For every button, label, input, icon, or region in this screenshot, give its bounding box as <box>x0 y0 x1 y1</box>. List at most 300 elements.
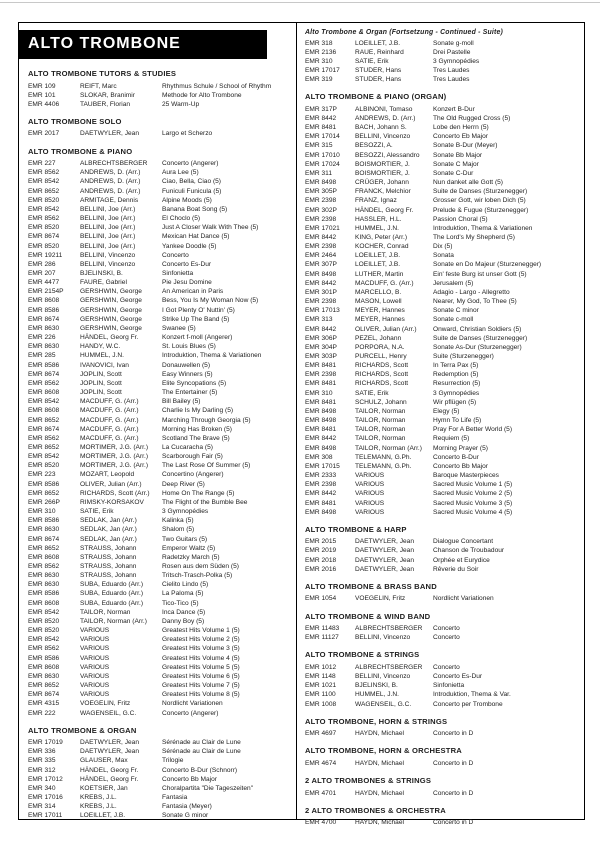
composer-name: KREBS, J.L. <box>80 803 117 811</box>
composer-name: VARIOUS <box>355 472 385 480</box>
work-title: Adagio - Largo - Allegretto <box>433 288 510 296</box>
work-title: Sonate C minor <box>433 307 479 315</box>
catalog-number: EMR 8652 <box>28 187 60 195</box>
catalog-number: EMR 8652 <box>28 416 60 424</box>
catalog-number: EMR 1012 <box>305 663 337 671</box>
composer-name: VARIOUS <box>80 627 110 635</box>
work-title: Elite Syncopations (5) <box>162 379 227 387</box>
composer-name: MASON, Lowell <box>355 298 402 306</box>
catalog-number: EMR 2136 <box>305 48 337 56</box>
catalog-number: EMR 8586 <box>28 654 60 662</box>
catalog-row <box>305 508 579 517</box>
catalog-number: EMR 8630 <box>28 581 60 589</box>
catalog-row <box>28 342 291 351</box>
catalog-number: EMR 285 <box>28 352 56 360</box>
catalog-number: EMR 4406 <box>28 100 60 108</box>
catalog-row <box>28 388 291 397</box>
catalog-number: EMR 1008 <box>305 700 337 708</box>
work-title: Emperor Waltz (5) <box>162 544 216 552</box>
catalog-number: EMR 8608 <box>28 389 60 397</box>
catalog-row <box>305 160 579 169</box>
catalog-row <box>305 334 579 343</box>
catalog-row <box>305 462 579 471</box>
catalog-number: EMR 315 <box>305 142 333 150</box>
section-heading: ALTO TROMBONE TUTORS & STUDIES <box>28 69 177 78</box>
work-title: Nearer, My God, To Thee (5) <box>433 298 517 306</box>
composer-name: HUMMEL, J.N. <box>80 352 124 360</box>
section-heading: Alto Trombone & Organ (Fortsetzung - Continued - Suite) <box>305 29 504 36</box>
catalog-number: EMR 1148 <box>305 673 336 681</box>
catalog-number: EMR 8481 <box>305 398 337 406</box>
work-title: Concerto Es-Dur <box>433 673 483 681</box>
composer-name: OLIVER, Julian (Arr.) <box>80 480 142 488</box>
catalog-number: EMR 8520 <box>28 627 60 635</box>
catalog-number: EMR 8652 <box>28 682 60 690</box>
work-title: Choralpartita "Die Tageszeiten" <box>162 784 254 792</box>
catalog-row <box>28 177 291 186</box>
catalog-row <box>305 690 579 699</box>
work-title: Sonate g-moll <box>433 39 474 47</box>
work-title: Fantasia (Meyer) <box>162 803 212 811</box>
work-title: Two Guitars (5) <box>162 535 208 543</box>
catalog-number: EMR 4697 <box>305 730 337 738</box>
catalog-row <box>28 214 291 223</box>
work-title: Concerto Bb Major <box>433 462 488 470</box>
catalog-row <box>28 644 291 653</box>
work-title: Concerto (Angerer) <box>162 709 219 717</box>
catalog-number: EMR 101 <box>28 91 56 99</box>
work-title: Concerto B-Dur (Schnorr) <box>162 766 238 774</box>
work-title: Drei Pastelle <box>433 48 471 56</box>
work-title: Rhythmus Schule / School of Rhythm <box>162 82 272 90</box>
work-title: Suite de Danses (Sturzenegger) <box>433 188 528 196</box>
composer-name: KOCHER, Conrad <box>355 243 409 251</box>
work-title: Sinfonietta <box>433 682 465 690</box>
work-title: Concerto (Angerer) <box>162 160 219 168</box>
catalog-row <box>28 269 291 278</box>
composer-name: SUBA, Eduardo (Arr.) <box>80 599 144 607</box>
composer-name: STRAUSS, Johann <box>80 563 137 570</box>
catalog-number: EMR 2154P <box>28 288 64 296</box>
work-title: Greatest Hits Volume 6 (5) <box>162 672 240 680</box>
catalog-number: EMR 310 <box>28 508 56 516</box>
composer-name: OLIVER, Julian (Arr.) <box>355 325 417 333</box>
catalog-row <box>305 434 579 443</box>
catalog-number: EMR 8608 <box>28 407 60 415</box>
catalog-number: EMR 8608 <box>28 553 60 561</box>
catalog-row <box>28 443 291 452</box>
catalog-number: EMR 17011 <box>28 812 63 820</box>
catalog-row <box>28 379 291 388</box>
work-title: Charlie Is My Darling (5) <box>162 407 234 415</box>
work-title: 3 Gymnopédies <box>162 508 209 516</box>
catalog-number: EMR 8442 <box>305 435 337 443</box>
work-title: Ein' feste Burg ist unser Gott (5) <box>433 270 527 278</box>
composer-name: GLAUSER, Max <box>80 757 128 765</box>
work-title: Rêverie du Soir <box>433 565 479 573</box>
catalog-number: EMR 11483 <box>305 625 340 633</box>
catalog-row <box>305 416 579 425</box>
catalog-number: EMR 8481 <box>305 124 337 132</box>
catalog-row <box>305 565 579 574</box>
catalog-number: EMR 8674 <box>28 691 60 699</box>
work-title: Concerto <box>433 663 460 671</box>
work-title: Sonate C Major <box>433 160 479 168</box>
catalog-row <box>28 425 291 434</box>
work-title: Concerto Eb Major <box>433 133 488 141</box>
work-title: Concerto in D <box>433 789 474 797</box>
work-title: Donauwellen (5) <box>162 361 211 369</box>
catalog-number: EMR 11127 <box>305 634 339 642</box>
catalog-row <box>28 617 291 626</box>
catalog-row <box>28 626 291 635</box>
work-title: Dialogue Concertant <box>433 538 494 546</box>
catalog-row <box>28 480 291 489</box>
work-title: Just A Closer Walk With Thee (5) <box>162 224 259 232</box>
catalog-number: EMR 17014 <box>305 133 340 141</box>
work-title: Nordlicht Variationen <box>433 595 494 603</box>
composer-name: GERSHWIN, George <box>80 324 142 332</box>
catalog-number: EMR 4700 <box>305 819 337 827</box>
catalog-number: EMR 8542 <box>28 636 60 644</box>
catalog-row <box>305 398 579 407</box>
composer-name: PEZEL, Johann <box>355 334 402 342</box>
composer-name: BESOZZI, A. <box>355 142 393 150</box>
composer-name: VOEGELIN, Fritz <box>355 595 406 603</box>
composer-name: GERSHWIN, George <box>80 288 142 296</box>
catalog-number: EMR 319 <box>305 76 333 84</box>
catalog-number: EMR 336 <box>28 748 56 756</box>
catalog-number: EMR 8520 <box>28 224 60 232</box>
catalog-row <box>28 663 291 672</box>
catalog-row <box>28 260 291 269</box>
catalog-number: EMR 223 <box>28 471 56 479</box>
work-title: The Last Rose Of Summer (5) <box>162 462 251 470</box>
catalog-row <box>28 580 291 589</box>
composer-name: WAGENSEIL, G.C. <box>80 709 137 717</box>
catalog-row <box>28 498 291 507</box>
work-title: Introduktion, Thema & Var. <box>433 691 511 699</box>
catalog-row <box>305 556 579 565</box>
catalog-row <box>28 278 291 287</box>
catalog-row <box>28 709 291 718</box>
work-title: Concerto <box>433 634 460 642</box>
composer-name: SCHULZ, Johann <box>355 398 407 406</box>
catalog-number: EMR 17016 <box>28 794 63 802</box>
composer-name: VARIOUS <box>80 691 110 699</box>
catalog-row <box>28 489 291 498</box>
catalog-number: EMR 286 <box>28 260 56 268</box>
work-title: 25 Warm-Up <box>162 100 200 108</box>
section-heading: ALTO TROMBONE SOLO <box>28 116 122 126</box>
catalog-number: EMR 17024 <box>305 160 340 168</box>
catalog-number: EMR 8608 <box>28 663 60 671</box>
catalog-row <box>305 315 579 324</box>
catalog-number: EMR 8608 <box>28 599 60 607</box>
work-title: Suite de Danses (Sturzenegger) <box>433 334 528 342</box>
composer-name: TAUBER, Florian <box>80 100 131 108</box>
composer-name: DAETWYLER, Jean <box>355 538 414 546</box>
work-title: Funiculi Funicula (5) <box>162 187 222 195</box>
composer-name: ALBINONI, Tomaso <box>355 105 413 113</box>
section-heading: ALTO TROMBONE & STRINGS <box>305 650 420 660</box>
catalog-number: EMR 8481 <box>305 380 337 388</box>
work-title: I Got Plenty O' Nuttin' (5) <box>162 306 235 314</box>
work-title: The Old Rugged Cross (5) <box>433 114 511 122</box>
catalog-row <box>28 461 291 470</box>
work-title: Greatest Hits Volume 1 (5) <box>162 627 240 635</box>
catalog-number: EMR 340 <box>28 784 56 792</box>
catalog-number: EMR 8674 <box>28 233 60 241</box>
catalog-number: EMR 2398 <box>305 298 337 306</box>
work-title: Chanson de Troubadour <box>433 547 505 555</box>
catalog-number: EMR 8586 <box>28 361 60 369</box>
composer-name: TAILOR, Norman <box>355 426 406 434</box>
catalog-number: EMR 8562 <box>28 379 60 387</box>
catalog-row <box>28 672 291 681</box>
composer-name: HUMMEL, J.N. <box>355 691 399 699</box>
catalog-row <box>28 562 291 571</box>
catalog-number: EMR 2017 <box>28 130 60 138</box>
composer-name: BELLINI, Joe (Arr.) <box>80 224 136 232</box>
catalog-row <box>305 633 579 642</box>
work-title: Wir pflügen (5) <box>433 398 477 406</box>
composer-name: VARIOUS <box>80 636 110 644</box>
catalog-page-frame <box>18 22 585 827</box>
catalog-number: EMR 19211 <box>28 251 63 259</box>
composer-name: VARIOUS <box>355 481 385 489</box>
catalog-number: EMR 4674 <box>305 759 337 767</box>
catalog-row <box>28 306 291 315</box>
work-title: Greatest Hits Volume 4 (5) <box>162 654 240 662</box>
work-title: Sérénade au Clair de Lune <box>162 739 241 747</box>
catalog-row <box>305 681 579 690</box>
catalog-number: EMR 17010 <box>305 151 340 159</box>
composer-name: BELLINI, Vincenzo <box>355 133 411 141</box>
composer-name: VARIOUS <box>80 645 110 653</box>
catalog-row <box>305 215 579 224</box>
composer-name: MACDUFF, G. (Arr.) <box>80 425 139 433</box>
catalog-number: EMR 17017 <box>305 66 340 74</box>
catalog-number: EMR 8498 <box>305 179 337 187</box>
catalog-row <box>305 546 579 555</box>
work-title: Deep River (5) <box>162 480 205 488</box>
catalog-row <box>305 471 579 480</box>
catalog-row <box>28 699 291 708</box>
work-title: Marching Through Georgia (5) <box>162 416 251 424</box>
catalog-number: EMR 303P <box>305 353 337 360</box>
composer-name: SLOKAR, Branimir <box>80 91 135 99</box>
composer-name: HAYDN, Michael <box>355 819 404 827</box>
catalog-row <box>305 242 579 251</box>
work-title: Home On The Range (5) <box>162 489 235 497</box>
work-title: Concerto in D <box>433 759 474 767</box>
catalog-number: EMR 317P <box>305 105 337 113</box>
work-title: Concertino (Angerer) <box>162 471 224 479</box>
catalog-row <box>305 343 579 352</box>
catalog-row <box>28 544 291 553</box>
catalog-row <box>28 507 291 516</box>
work-title: Konzert B-Dur <box>433 105 475 113</box>
catalog-number: EMR 1021 <box>305 682 337 690</box>
catalog-row <box>305 499 579 508</box>
work-title: Alpine Moods (5) <box>162 196 212 204</box>
composer-name: LOEILLET, J.B. <box>355 261 401 269</box>
section-heading: ALTO TROMBONE, HORN & STRINGS <box>305 716 448 726</box>
work-title: Lobe den Herrn (5) <box>433 124 489 132</box>
catalog-row <box>305 453 579 462</box>
catalog-row <box>305 624 579 633</box>
composer-name: RAUE, Reinhard <box>355 48 404 56</box>
catalog-row <box>28 802 291 811</box>
work-title: Aura Lee (5) <box>162 169 199 177</box>
catalog-number: EMR 2398 <box>305 197 337 205</box>
catalog-row <box>305 389 579 398</box>
catalog-row <box>305 105 579 114</box>
catalog-row <box>305 370 579 379</box>
catalog-row <box>305 700 579 709</box>
composer-name: TAILOR, Norman <box>80 608 131 616</box>
catalog-number: EMR 4477 <box>28 279 60 287</box>
work-title: Greatest Hits Volume 5 (5) <box>162 663 240 671</box>
catalog-number: EMR 8586 <box>28 480 60 488</box>
catalog-number: EMR 2398 <box>305 371 337 379</box>
catalog-row <box>305 818 579 827</box>
composer-name: VARIOUS <box>80 654 110 662</box>
composer-name: BELLINI, Joe (Arr.) <box>80 205 136 213</box>
work-title: Swanee (5) <box>162 324 196 332</box>
work-title: Radetzky March (5) <box>162 553 220 561</box>
catalog-number: EMR 8481 <box>305 362 337 370</box>
work-title: An American in Paris <box>162 288 224 296</box>
catalog-number: EMR 8498 <box>305 417 337 425</box>
composer-name: SEDLAK, Jan (Arr.) <box>80 535 137 543</box>
catalog-number: EMR 8520 <box>28 617 60 625</box>
work-title: Concerto Bb Major <box>162 775 217 783</box>
composer-name: HAYDN, Michael <box>355 730 404 738</box>
catalog-row <box>305 39 579 48</box>
composer-name: ALBRECHTSBERGER <box>80 160 148 168</box>
composer-name: BJELINSKI, B. <box>80 270 123 277</box>
catalog-number: EMR 311 <box>305 169 332 177</box>
catalog-row <box>305 352 579 361</box>
catalog-number: EMR 8442 <box>305 490 337 498</box>
section-heading: ALTO TROMBONE & ORGAN <box>28 725 137 735</box>
work-title: Baroque Masterpieces <box>433 472 499 480</box>
work-title: In Terra Pax (5) <box>433 362 479 370</box>
catalog-row <box>305 169 579 178</box>
work-title: Passion Choral (5) <box>433 215 488 223</box>
catalog-number: EMR 8542 <box>28 453 60 461</box>
composer-name: STRAUSS, Johann <box>80 553 137 561</box>
catalog-row <box>305 141 579 150</box>
catalog-number: EMR 8498 <box>305 444 337 452</box>
composer-name: BOISMORTIER, J. <box>355 169 410 177</box>
catalog-number: EMR 226 <box>28 334 56 342</box>
composer-name: STUDER, Hans <box>355 66 402 74</box>
section-heading: ALTO TROMBONE & PIANO (ORGAN) <box>305 92 447 102</box>
catalog-number: EMR 301P <box>305 288 337 296</box>
composer-name: ALBRECHTSBERGER <box>355 663 423 671</box>
composer-name: ANDREWS, D. (Arr.) <box>80 187 141 195</box>
composer-name: TAILOR, Norman <box>355 435 406 443</box>
catalog-row <box>305 306 579 315</box>
catalog-number: EMR 2333 <box>305 472 337 480</box>
work-title: Concerto Es-Dur <box>162 260 212 268</box>
catalog-row <box>28 747 291 756</box>
composer-name: MORTIMER, J.G. (Arr.) <box>80 453 149 461</box>
catalog-row <box>28 553 291 562</box>
catalog-row <box>28 775 291 784</box>
catalog-number: EMR 8674 <box>28 425 60 433</box>
catalog-number: EMR 8586 <box>28 306 60 314</box>
composer-name: VARIOUS <box>355 490 385 498</box>
work-title: The Lord's My Shepherd (5) <box>433 233 515 241</box>
catalog-row <box>28 205 291 214</box>
composer-name: SEDLAK, Jan (Arr.) <box>80 517 137 525</box>
composer-name: MEYER, Hannes <box>355 316 405 324</box>
catalog-row <box>28 690 291 699</box>
work-title: 3 Gymnopédies <box>433 389 480 397</box>
catalog-row <box>28 635 291 644</box>
work-title: Sacred Music Volume 2 (5) <box>433 490 513 498</box>
page-top-edge-rule <box>0 2 600 3</box>
work-title: Greatest Hits Volume 3 (5) <box>162 645 240 653</box>
catalog-row <box>305 233 579 242</box>
work-title: Concerto <box>162 251 189 259</box>
catalog-number: EMR 8442 <box>305 325 337 333</box>
catalog-number: EMR 8520 <box>28 196 60 204</box>
catalog-row <box>305 279 579 288</box>
catalog-number: EMR 312 <box>28 766 56 774</box>
catalog-number: EMR 2018 <box>305 556 337 564</box>
catalog-row <box>28 251 291 260</box>
composer-name: HASSLER, H.L. <box>355 215 402 223</box>
catalog-row <box>305 151 579 160</box>
catalog-number: EMR 8520 <box>28 462 60 470</box>
composer-name: DAETWYLER, Jean <box>80 748 139 756</box>
catalog-number: EMR 17013 <box>305 307 340 315</box>
composer-name: MORTIMER, J.G. (Arr.) <box>80 443 149 451</box>
catalog-number: EMR 310 <box>305 389 333 397</box>
composer-name: BESOZZI, Alessandro <box>355 151 420 159</box>
section-heading: ALTO TROMBONE & PIANO <box>28 146 133 156</box>
work-title: Fantasia <box>162 794 188 802</box>
work-title: Banana Boat Song (5) <box>162 205 228 213</box>
catalog-row <box>305 57 579 66</box>
work-title: Scarborough Fair (5) <box>162 453 223 461</box>
catalog-number: EMR 17012 <box>28 775 63 783</box>
catalog-number: EMR 310 <box>305 57 333 65</box>
catalog-row <box>305 480 579 489</box>
catalog-number: EMR 8630 <box>28 672 60 680</box>
work-title: Concerto per Trombone <box>433 700 503 708</box>
composer-name: IVANOVICI, Ivan <box>80 361 129 369</box>
composer-name: ALBRECHTSBERGER <box>355 625 423 633</box>
catalog-number: EMR 1054 <box>305 595 337 603</box>
composer-name: RIMSKY-KORSAKOV <box>80 498 144 506</box>
work-title: La Paloma (5) <box>162 590 204 598</box>
catalog-number: EMR 8652 <box>28 489 60 497</box>
catalog-number: EMR 8630 <box>28 324 60 332</box>
left-column <box>19 23 297 819</box>
composer-name: LOEILLET, J.B. <box>80 812 126 820</box>
catalog-row <box>28 296 291 305</box>
catalog-number: EMR 318 <box>305 39 333 47</box>
work-title: Danny Boy (5) <box>162 617 205 625</box>
catalog-number: EMR 8498 <box>305 508 337 516</box>
work-title: Cielito Lindo (5) <box>162 581 209 589</box>
